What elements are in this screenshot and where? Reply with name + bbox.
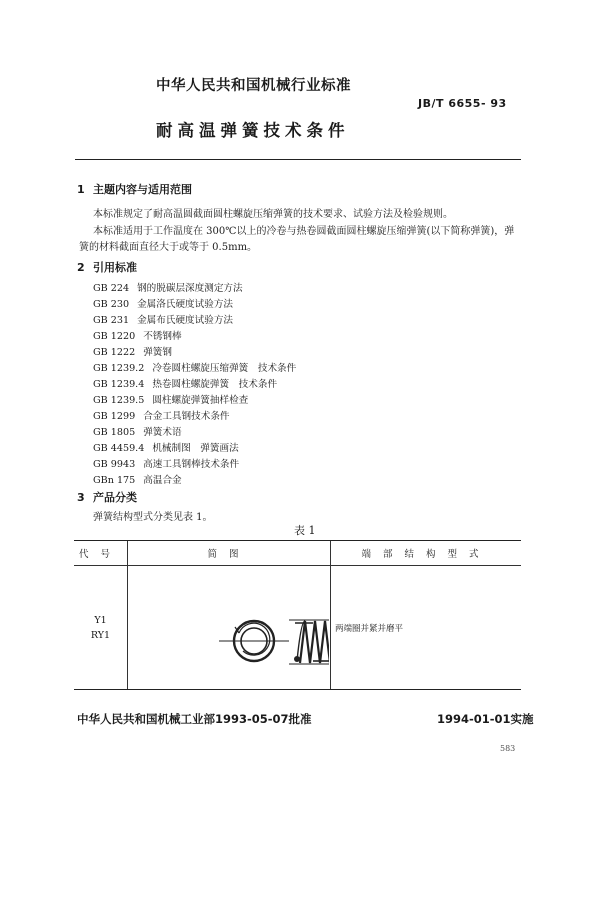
- spring-end-view-icon: [219, 621, 289, 661]
- section-1-paragraph-1: 本标准规定了耐高温圆截面圆柱螺旋压缩弹簧的技术要求、试验方法及检验规则。: [93, 209, 453, 220]
- reference-code: GB 230: [93, 299, 130, 310]
- reference-code: GB 1239.4: [93, 379, 145, 390]
- reference-item: [93, 376, 277, 390]
- reference-item: [93, 440, 239, 454]
- table-1-caption: 表 1: [294, 524, 316, 537]
- table-1: [74, 540, 521, 690]
- reference-code: GB 224: [93, 283, 130, 294]
- approval-statement: 中华人民共和国机械工业部1993-05-07批准: [77, 712, 312, 726]
- reference-title: 金属洛氏硬度试验方法: [137, 299, 234, 310]
- standard-category-title: 中华人民共和国机械行业标准: [156, 78, 351, 94]
- section-1-number: 1: [77, 183, 85, 196]
- reference-title: 弹簧术语: [143, 427, 182, 438]
- reference-code: GB 1299: [93, 411, 136, 422]
- section-3-paragraph-1: 弹簧结构型式分类见表 1。: [93, 512, 213, 523]
- reference-item: [93, 344, 172, 358]
- reference-title: 热卷圆柱螺旋弹簧 技术条件: [152, 379, 278, 390]
- reference-title: 合金工具钢技术条件: [143, 411, 230, 422]
- reference-title: 冷卷圆柱螺旋压缩弹簧 技术条件: [152, 363, 297, 374]
- section-3-title: 产品分类: [93, 491, 137, 504]
- reference-title: 不锈钢棒: [143, 331, 182, 342]
- section-2-heading: [77, 259, 137, 275]
- reference-item: [93, 312, 233, 326]
- type-code-ry1: RY1: [90, 629, 111, 641]
- reference-item: [93, 472, 182, 486]
- table-cell-diagram: [128, 566, 331, 690]
- reference-title: 高速工具钢棒技术条件: [143, 459, 240, 470]
- section-1-title: 主题内容与适用范围: [93, 183, 192, 196]
- document-title: 耐高温弹簧技术条件: [156, 121, 350, 140]
- section-1-paragraph-2-line-2: 簧的材料截面直径大于或等于 0.5mm。: [79, 242, 258, 253]
- reference-code: GB 1222: [93, 347, 136, 358]
- section-1-paragraph-2-line-1: 本标准适用于工作温度在 300℃以上的冷卷与热卷圆截面圆柱螺旋压缩弹簧(以下简称弹簧)，弹: [93, 226, 515, 237]
- reference-item: [93, 424, 182, 438]
- spring-diagram: [129, 567, 329, 685]
- standard-code: JB/T 6655- 93: [418, 97, 507, 110]
- reference-title: 钢的脱碳层深度测定方法: [137, 283, 243, 294]
- reference-title: 高温合金: [143, 475, 182, 486]
- table-header-row: [74, 541, 521, 566]
- reference-code: GB 4459.4: [93, 443, 145, 454]
- reference-title: 圆柱螺旋弹簧抽样检查: [152, 395, 249, 406]
- type-code-y1: Y1: [94, 614, 107, 626]
- reference-item: [93, 408, 230, 422]
- reference-code: GB 9943: [93, 459, 136, 470]
- page-number: 583: [500, 744, 516, 753]
- section-3-heading: [77, 489, 137, 505]
- table-header-end-type: 端部结构型式: [331, 541, 522, 566]
- spring-side-view-icon: [289, 620, 329, 664]
- end-type-description: 两端圈并紧并磨平: [335, 623, 404, 634]
- table-cell-codes: [74, 566, 128, 690]
- reference-item: [93, 296, 233, 310]
- reference-title: 机械制图 弹簧画法: [152, 443, 239, 454]
- reference-item: [93, 280, 243, 294]
- effective-date: 1994-01-01实施: [437, 712, 534, 726]
- table-row: [74, 566, 521, 690]
- section-2-title: 引用标准: [93, 261, 137, 274]
- reference-code: GB 1239.5: [93, 395, 145, 406]
- reference-item: [93, 328, 182, 342]
- section-2-number: 2: [77, 261, 85, 274]
- section-3-number: 3: [77, 491, 85, 504]
- section-1-heading: [77, 181, 192, 197]
- reference-item: [93, 392, 248, 406]
- table-header-code: 代号: [74, 541, 128, 566]
- reference-code: GB 231: [93, 315, 130, 326]
- header-divider: [75, 159, 521, 160]
- reference-code: GB 1220: [93, 331, 136, 342]
- reference-code: GB 1805: [93, 427, 136, 438]
- reference-code: GB 1239.2: [93, 363, 145, 374]
- reference-item: [93, 360, 296, 374]
- reference-title: 弹簧钢: [143, 347, 172, 358]
- reference-item: [93, 456, 239, 470]
- reference-title: 金属布氏硬度试验方法: [137, 315, 234, 326]
- table-header-diagram: 简图: [128, 541, 331, 566]
- table-cell-end-type: [331, 566, 522, 690]
- reference-code: GBn 175: [93, 475, 136, 486]
